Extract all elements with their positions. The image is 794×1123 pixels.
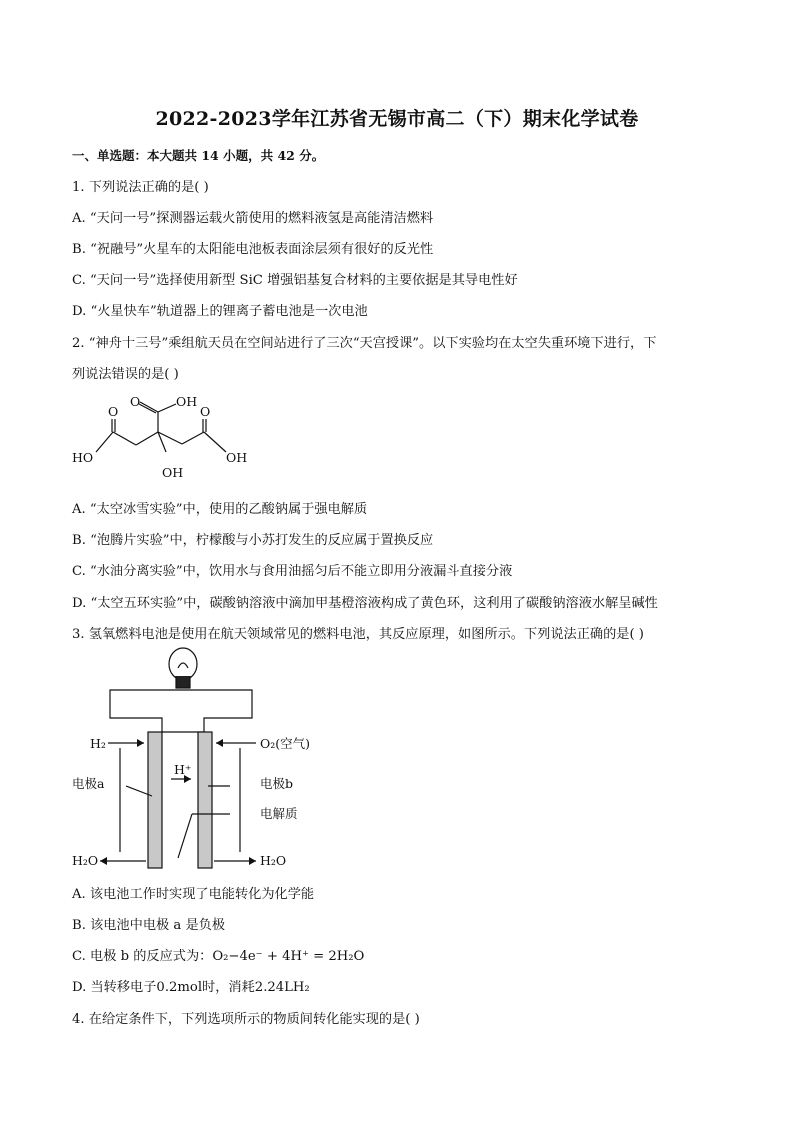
q3-option-a: A. 该电池工作时实现了电能转化为化学能 (72, 887, 315, 902)
q3-option-b: B. 该电池中电极 a 是负极 (72, 918, 226, 933)
label-oh-center: OH (162, 465, 184, 480)
question-1-stem: 1. 下列说法正确的是( ) (72, 180, 209, 195)
q2-option-c: C. “水油分离实验”中，饮用水与食用油摇匀后不能立即用分液漏斗直接分液 (72, 564, 513, 579)
label-o-right: O (200, 404, 211, 419)
question-2-stem-line2: 列说法错误的是( ) (72, 367, 179, 382)
q1-option-d: D. “火星快车”轨道器上的锂离子蓄电池是一次电池 (72, 304, 368, 319)
label-h2-in: H₂ (90, 736, 106, 751)
label-ho-left: HO (72, 450, 94, 465)
fuel-cell-diagram (70, 646, 330, 876)
question-2-stem-line1: 2. “神舟十三号”乘组航天员在空间站进行了三次“天宫授课”。以下实验均在太空失重环境下进行，下 (72, 336, 657, 351)
label-o2-in: O₂(空气) (260, 736, 311, 751)
q2-option-d: D. “太空五环实验”中，碳酸钠溶液中滴加甲基橙溶液构成了黄色环，这利用了碳酸钠溶液水解呈碱性 (72, 596, 658, 611)
label-h-plus: H⁺ (174, 762, 192, 777)
label-o-left: O (108, 404, 119, 419)
label-electrolyte: 电解质 (260, 806, 298, 821)
citric-acid-structure (66, 392, 266, 484)
label-electrode-a: 电极a (72, 776, 105, 791)
q1-option-a: A. “天问一号”探测器运载火箭使用的燃料液氢是高能清洁燃料 (72, 211, 434, 226)
q3-option-d: D. 当转移电子0.2mol时，消耗2.24LH₂ (72, 980, 310, 995)
page-title: 2022-2023学年江苏省无锡市高二（下）期末化学试卷 (155, 108, 639, 130)
label-o-top: O (130, 394, 141, 409)
question-3-stem: 3. 氢氧燃料电池是使用在航天领域常见的燃料电池，其反应原理，如图所示。下列说法正确的是( ) (72, 627, 644, 642)
label-h2o-right: H₂O (260, 853, 287, 868)
label-h2o-left: H₂O (72, 853, 99, 868)
q2-option-b: B. “泡腾片实验”中，柠檬酸与小苏打发生的反应属于置换反应 (72, 533, 434, 548)
label-oh-top: OH (176, 394, 198, 409)
q1-option-c: C. “天问一号”选择使用新型 SiC 增强铝基复合材料的主要依据是其导电性好 (72, 273, 518, 288)
label-electrode-b: 电极b (260, 776, 294, 791)
q1-option-b: B. “祝融号”火星车的太阳能电池板表面涂层须有很好的反光性 (72, 242, 434, 257)
section-heading: 一、单选题：本大题共 14 小题，共 42 分。 (72, 148, 325, 163)
q3-option-c: C. 电极 b 的反应式为：O₂−4e⁻ + 4H⁺ = 2H₂O (72, 949, 365, 964)
label-oh-right: OH (226, 450, 248, 465)
q2-option-a: A. “太空冰雪实验”中，使用的乙酸钠属于强电解质 (72, 502, 368, 517)
question-4-stem: 4. 在给定条件下，下列选项所示的物质间转化能实现的是( ) (72, 1012, 420, 1027)
